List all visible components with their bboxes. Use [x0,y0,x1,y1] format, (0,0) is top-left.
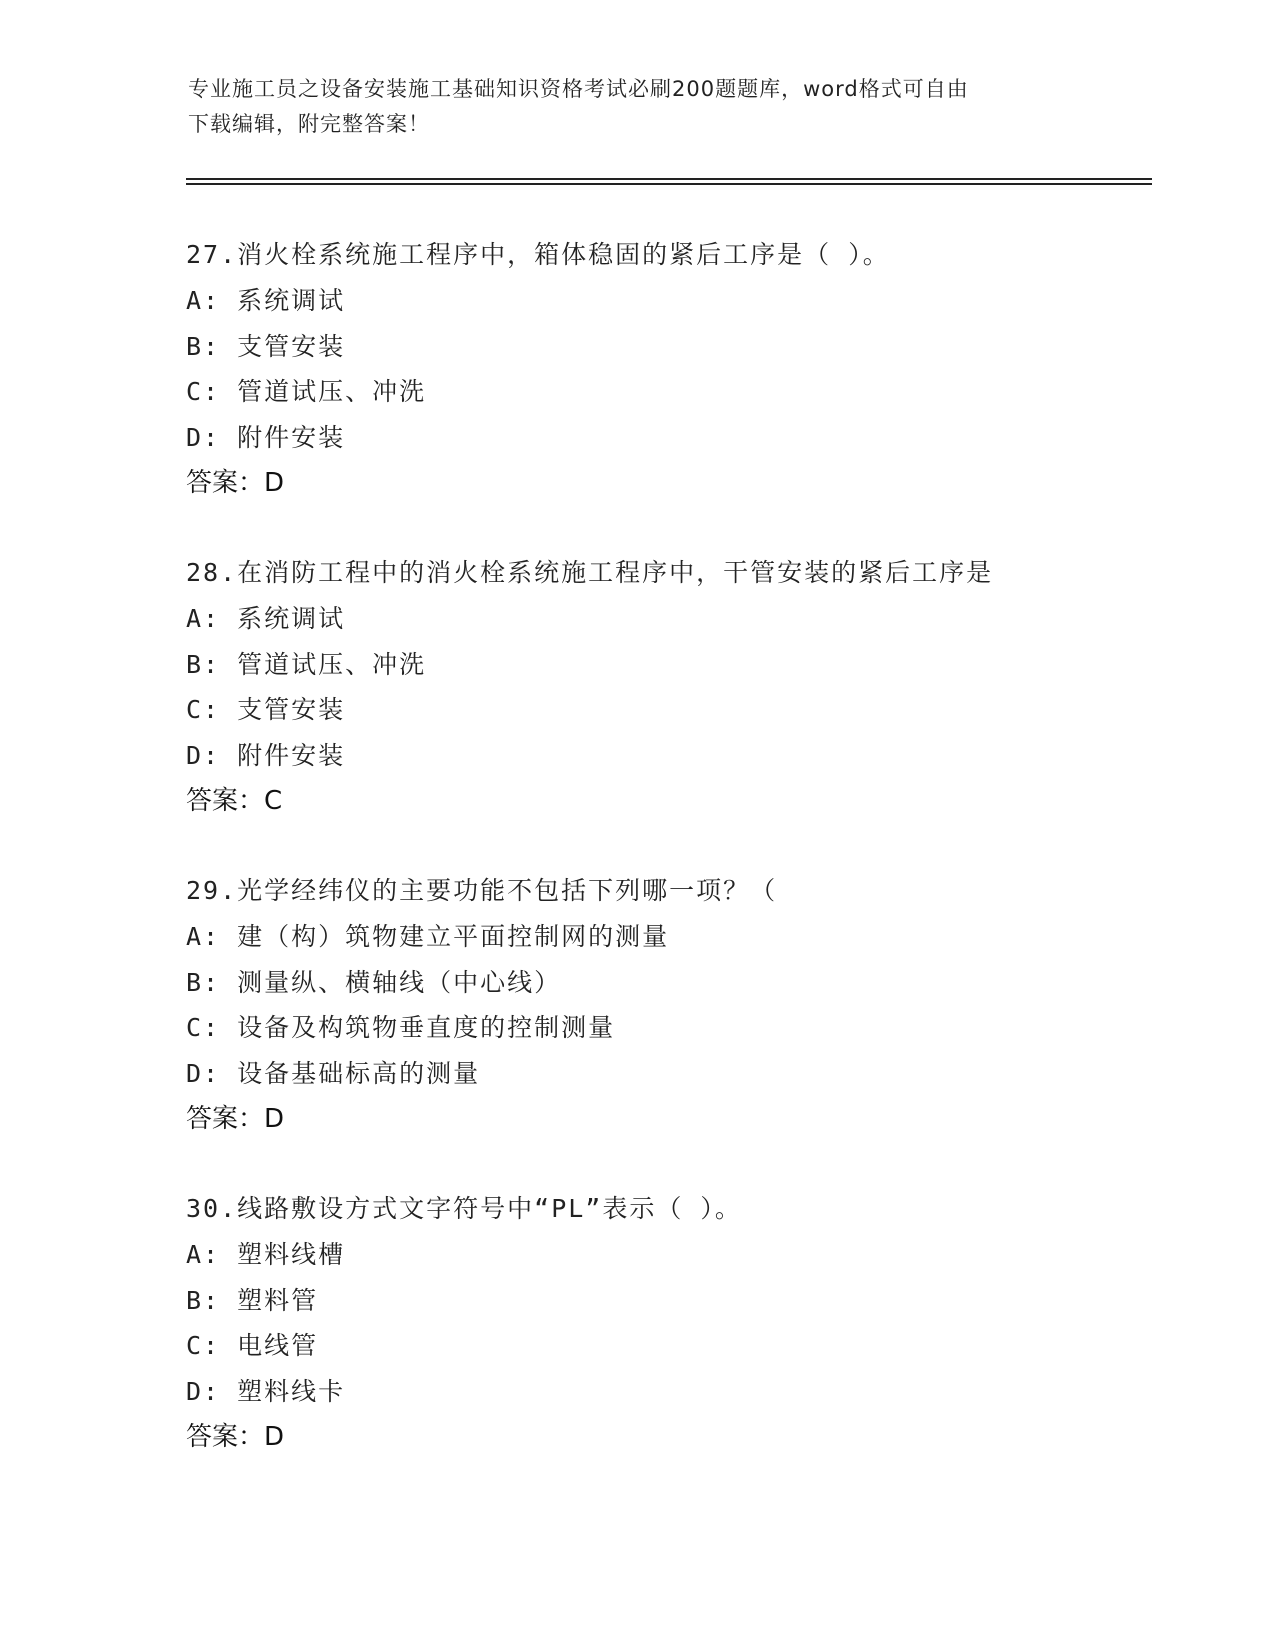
option-d: D: 附件安装 [186,422,346,452]
document-header [188,72,1088,142]
option-a: A: 建（构）筑物建立平面控制网的测量 [186,922,670,951]
question-list [186,232,1186,1504]
answer: 答案：D [186,1422,285,1452]
answer: 答案：D [186,468,285,498]
option-b: B: 支管安装 [186,331,346,361]
question-stem: 30.线路敷设方式文字符号中“PL”表示（ ）。 [186,1194,742,1223]
option-d: D: 设备基础标高的测量 [186,1058,481,1088]
question-stem: 27.消火栓系统施工程序中，箱体稳固的紧后工序是（ ）。 [186,240,890,269]
option-c: C: 电线管 [186,1331,319,1360]
question-28 [186,550,1186,824]
option-a: A: 系统调试 [186,604,346,633]
header-divider-top [186,178,1152,180]
header-line-1: 专业施工员之设备安装施工基础知识资格考试必刷200题题库，word格式可自由 [188,77,969,101]
option-c: C: 设备及构筑物垂直度的控制测量 [186,1013,616,1042]
option-c: C: 管道试压、冲洗 [186,377,427,406]
answer: 答案：C [186,786,283,816]
option-b: B: 管道试压、冲洗 [186,649,427,679]
header-divider-bottom [186,183,1152,185]
option-b: B: 测量纵、横轴线（中心线） [186,967,562,997]
option-a: A: 塑料线槽 [186,1240,346,1269]
answer: 答案：D [186,1104,285,1134]
option-a: A: 系统调试 [186,286,346,315]
question-30 [186,1186,1186,1460]
question-29 [186,868,1186,1142]
question-27 [186,232,1186,506]
option-c: C: 支管安装 [186,695,346,724]
question-stem: 28.在消防工程中的消火栓系统施工程序中，干管安装的紧后工序是 [186,558,994,587]
option-d: D: 塑料线卡 [186,1376,346,1406]
header-line-2: 下载编辑，附完整答案！ [188,112,430,136]
option-b: B: 塑料管 [186,1285,319,1315]
question-stem: 29.光学经纬仪的主要功能不包括下列哪一项？（ [186,876,778,905]
option-d: D: 附件安装 [186,740,346,770]
